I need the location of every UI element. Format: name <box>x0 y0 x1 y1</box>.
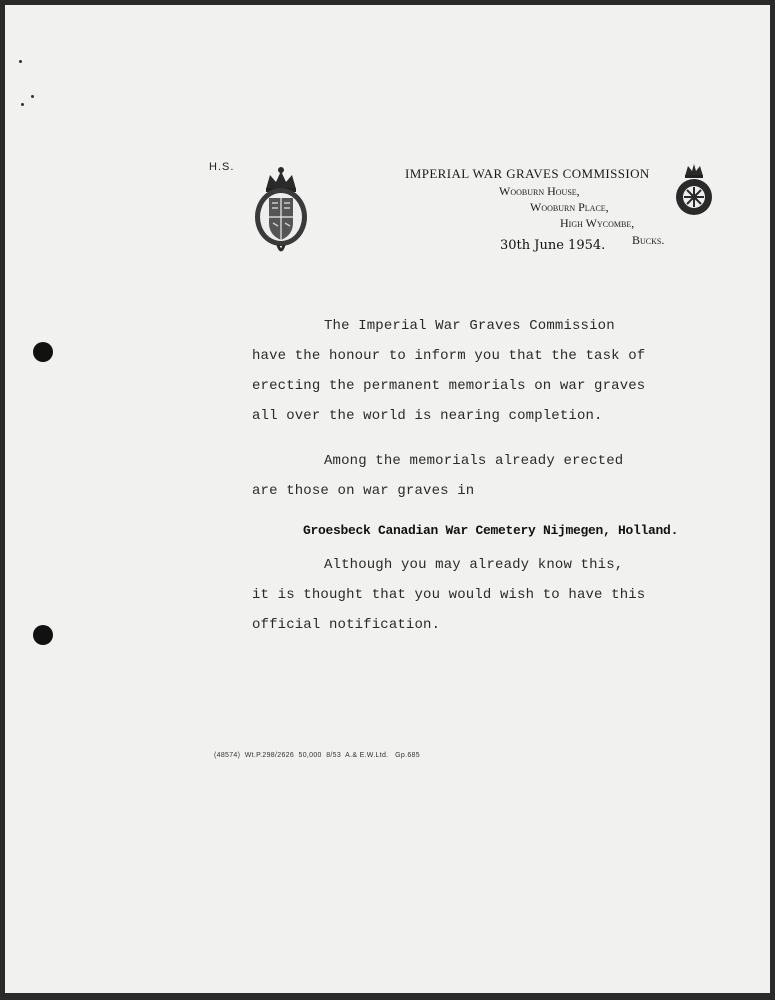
organisation-name: IMPERIAL WAR GRAVES COMMISSION <box>405 166 650 181</box>
speck <box>31 95 34 98</box>
body-line-6: are those on war graves in <box>252 483 475 499</box>
body-line-8: it is thought that you would wish to have this <box>252 587 646 603</box>
speck <box>19 60 22 63</box>
royal-coat-of-arms-icon <box>252 165 310 257</box>
body-line-2: have the honour to inform you that the task of <box>252 348 646 364</box>
cemetery-name: Groesbeck Canadian War Cemetery Nijmegen, Holland. <box>303 523 679 538</box>
initials: H.S. <box>209 161 235 173</box>
letter-date: 30th June 1954. <box>500 238 606 253</box>
punch-hole-bottom <box>33 625 53 645</box>
body-line-9: official notification. <box>252 617 441 633</box>
body-line-4: all over the world is nearing completion. <box>252 408 603 424</box>
address-line-4: Bucks. <box>632 233 665 247</box>
speck <box>21 103 24 106</box>
body-line-1: The Imperial War Graves Commission <box>324 318 615 334</box>
address-line-2: Wooburn Place, <box>530 200 609 214</box>
address-line-1: Wooburn House, <box>499 184 580 198</box>
punch-hole-top <box>33 342 53 362</box>
commission-badge-icon <box>674 162 714 218</box>
address-line-3: High Wycombe, <box>560 216 635 230</box>
print-code: (48574) Wt.P.298/2626 50,000 8/53 A.& E.W.Ltd. Gp.685 <box>214 752 420 759</box>
body-line-7: Although you may already know this, <box>324 557 624 573</box>
letter-page <box>5 5 770 993</box>
body-line-3: erecting the permanent memorials on war graves <box>252 378 646 394</box>
body-line-5: Among the memorials already erected <box>324 453 624 469</box>
